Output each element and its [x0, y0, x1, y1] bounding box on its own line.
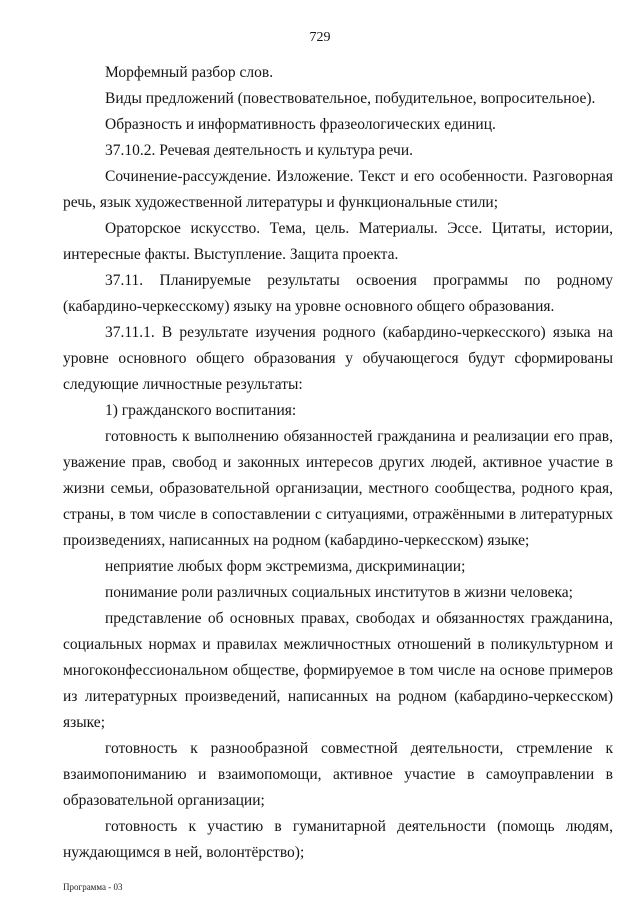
paragraph-sentence-types: Виды предложений (повествовательное, побудительное, вопросительное). [105, 90, 596, 107]
paragraph-rights-freedoms: представление об основных правах, свободах и обязанностях гражданина, социальных нормах и правилах межличностных отношений в поликультурном и многоконфессиональном обществе, формируемое в том числе на основе примеров из литературных произведений, написанных на родном (кабардино-черкесском) языке; [63, 610, 613, 731]
section-heading-37-10-2: 37.10.2. Речевая деятельность и культура речи. [105, 142, 414, 159]
page-number: 729 [309, 30, 331, 45]
paragraph-phraseology: Образность и информативность фразеологических единиц. [105, 116, 496, 133]
list-heading-civic-education: 1) гражданского воспитания: [105, 402, 297, 419]
paragraph-joint-activity: готовность к разнообразной совместной деятельности, стремление к взаимопониманию и взаимопомощи, активное участие в самоуправлении в образовательной организации; [63, 740, 613, 809]
paragraph-morpheme-analysis: Морфемный разбор слов. [105, 64, 274, 81]
paragraph-essay-reasoning: Сочинение-рассуждение. Изложение. Текст и его особенности. Разговорная речь, язык художественной литературы и функциональные стили; [63, 168, 613, 211]
paragraph-humanitarian-activity: готовность к участию в гуманитарной деятельности (помощь людям, нуждающимся в ней, волонтёрство); [63, 818, 613, 861]
footer-program-label: Программа - 03 [63, 882, 123, 892]
paragraph-oratory: Ораторское искусство. Тема, цель. Материалы. Эссе. Цитаты, истории, интересные факты. Выступление. Защита проекта. [63, 220, 613, 263]
section-heading-37-11: 37.11. Планируемые результаты освоения программы по родному (кабардино-черкесскому) языку на уровне основного общего образования. [63, 272, 613, 315]
section-heading-37-11-1: 37.11.1. В результате изучения родного (кабардино-черкесского) языка на уровне основного общего образования у обучающегося будут сформированы следующие личностные результаты: [63, 324, 613, 393]
document-body [63, 60, 613, 866]
paragraph-citizen-duties: готовность к выполнению обязанностей гражданина и реализации его прав, уважение прав, свобод и законных интересов других людей, активное участие в жизни семьи, образовательной организации, местного сообщества, родного края, страны, в том числе в сопоставлении с ситуациями, отражёнными в литературных произведениях, написанных на родном (кабардино-черкесском) языке; [63, 428, 613, 549]
paragraph-social-institutions: понимание роли различных социальных институтов в жизни человека; [105, 584, 573, 601]
paragraph-extremism: неприятие любых форм экстремизма, дискриминации; [105, 558, 466, 575]
